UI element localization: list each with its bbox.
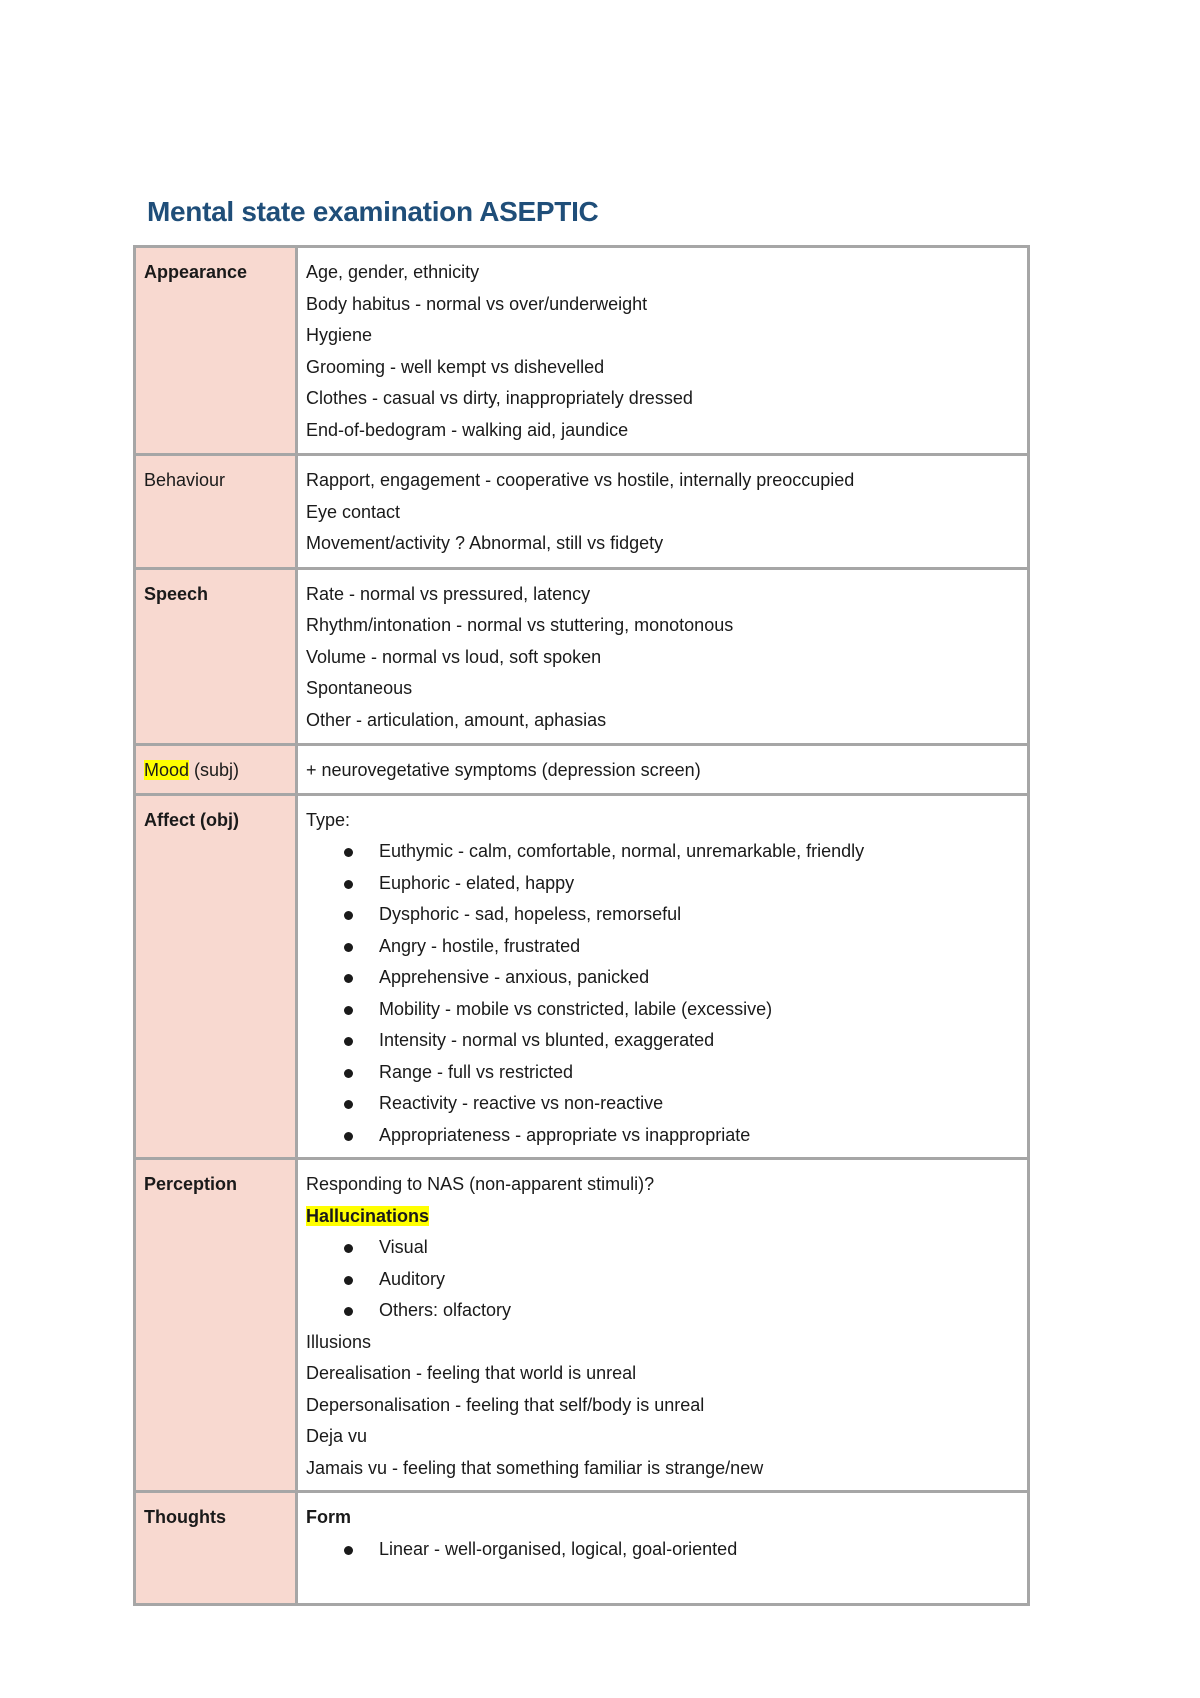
table-row-thoughts	[135, 1492, 1029, 1605]
content-line: Jamais vu - feeling that something familiar is strange/new	[306, 1457, 764, 1478]
content-line: Illusions	[306, 1331, 372, 1352]
list-item: Euthymic - calm, comfortable, normal, unremarkable, friendly	[306, 836, 1019, 868]
mood-highlight: Mood	[144, 760, 190, 780]
mse-table	[133, 245, 1030, 1606]
row-content-mood	[297, 745, 1029, 795]
row-label-perception: Perception	[135, 1159, 297, 1492]
list-item: Auditory	[306, 1264, 1019, 1296]
content-line: Rhythm/intonation - normal vs stuttering, monotonous	[306, 615, 734, 635]
list-item: Mobility - mobile vs constricted, labile (excessive)	[306, 994, 1019, 1026]
content-line: Age, gender, ethnicity	[306, 262, 480, 282]
list-item: Visual	[306, 1232, 1019, 1264]
content-line: + neurovegetative symptoms (depression screen)	[306, 760, 701, 780]
list-item: Range - full vs restricted	[306, 1057, 1019, 1089]
content-line: Rate - normal vs pressured, latency	[306, 583, 591, 604]
content-line: Eye contact	[306, 501, 401, 522]
hallucinations-line	[306, 1201, 1019, 1233]
row-label-behaviour: Behaviour	[135, 455, 297, 569]
table-row-appearance	[135, 247, 1029, 455]
content-line: Rapport, engagement - cooperative vs hostile, internally preoccupied	[306, 470, 855, 490]
row-content-thoughts	[297, 1492, 1029, 1605]
content-line: Deja vu	[306, 1426, 368, 1446]
content-line: Spontaneous	[306, 678, 413, 698]
thoughts-bullet-list	[306, 1534, 1019, 1566]
list-item: Apprehensive - anxious, panicked	[306, 962, 1019, 994]
content-line: Body habitus - normal vs over/underweight	[306, 293, 648, 314]
row-content-perception	[297, 1159, 1029, 1492]
content-line: Other - articulation, amount, aphasias	[306, 709, 607, 730]
content-line: Depersonalisation - feeling that self/body is unreal	[306, 1394, 705, 1415]
list-item: Others: olfactory	[306, 1295, 1019, 1327]
row-label-mood	[135, 745, 297, 795]
list-item: Reactivity - reactive vs non-reactive	[306, 1088, 1019, 1120]
table-row-affect	[135, 794, 1029, 1159]
list-item: Intensity - normal vs blunted, exaggerated	[306, 1025, 1019, 1057]
list-item: Euphoric - elated, happy	[306, 868, 1019, 900]
affect-intro: Type:	[306, 809, 351, 830]
list-item: Angry - hostile, frustrated	[306, 931, 1019, 963]
content-line: Clothes - casual vs dirty, inappropriately dressed	[306, 388, 693, 408]
row-label-thoughts: Thoughts	[135, 1492, 297, 1605]
list-item: Appropriateness - appropriate vs inappropriate	[306, 1120, 1019, 1152]
content-line: Hygiene	[306, 325, 373, 345]
hallucinations-heading: Hallucinations	[306, 1205, 430, 1226]
content-line: Volume - normal vs loud, soft spoken	[306, 646, 602, 667]
table-row-behaviour	[135, 455, 1029, 569]
perception-bullet-list	[306, 1232, 1019, 1327]
content-line: Movement/activity ? Abnormal, still vs fidgety	[306, 533, 664, 553]
row-content-appearance	[297, 247, 1029, 455]
row-content-speech	[297, 568, 1029, 745]
content-line: Derealisation - feeling that world is unreal	[306, 1363, 637, 1383]
table-row-perception	[135, 1159, 1029, 1492]
row-content-affect	[297, 794, 1029, 1159]
content-line: End-of-bedogram - walking aid, jaundice	[306, 419, 629, 440]
row-label-speech: Speech	[135, 568, 297, 745]
table-row-mood	[135, 745, 1029, 795]
row-label-appearance: Appearance	[135, 247, 297, 455]
list-item: Dysphoric - sad, hopeless, remorseful	[306, 899, 1019, 931]
table-row-speech	[135, 568, 1029, 745]
list-item: Linear - well-organised, logical, goal-oriented	[306, 1534, 1019, 1566]
thoughts-heading: Form	[306, 1507, 351, 1527]
mood-label-rest: (subj)	[189, 760, 240, 780]
row-label-affect: Affect (obj)	[135, 794, 297, 1159]
row-content-behaviour	[297, 455, 1029, 569]
affect-bullet-list	[306, 836, 1019, 1151]
perception-intro: Responding to NAS (non-apparent stimuli)?	[306, 1174, 655, 1194]
content-line: Grooming - well kempt vs dishevelled	[306, 356, 605, 377]
page-title: Mental state examination ASEPTIC	[147, 196, 599, 227]
